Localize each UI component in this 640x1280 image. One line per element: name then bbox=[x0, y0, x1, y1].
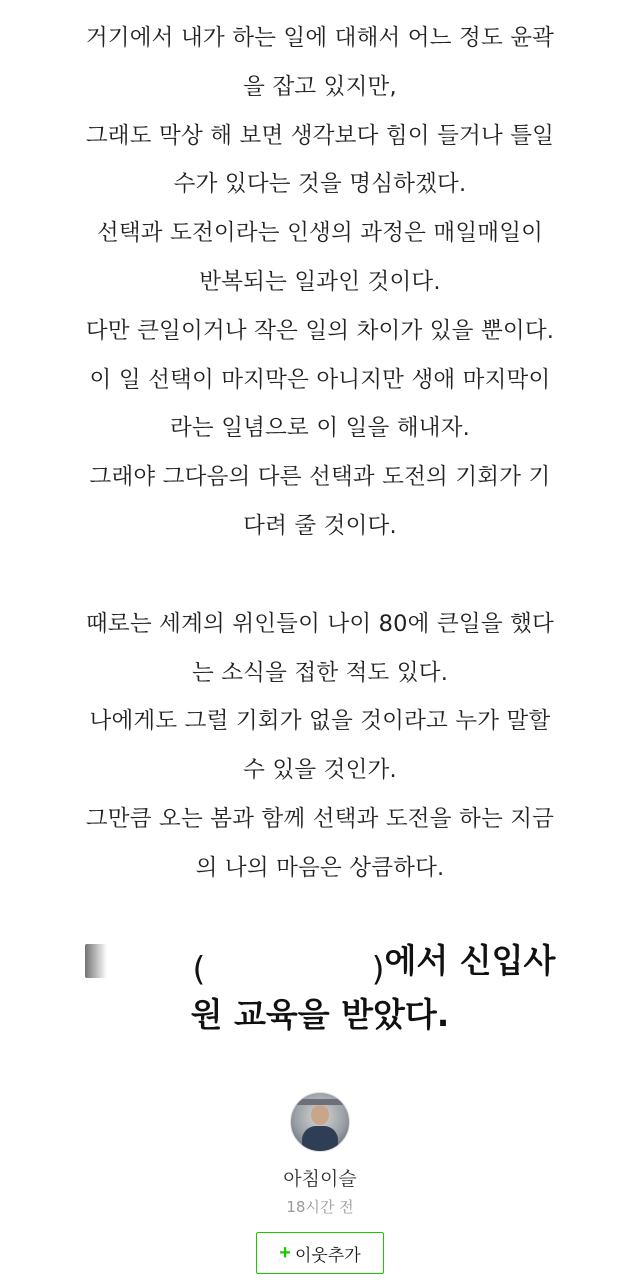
text-line: 라는 일념으로 이 일을 해내자. bbox=[170, 415, 470, 442]
article-body bbox=[0, 14, 640, 893]
plus-icon: + bbox=[279, 1242, 291, 1264]
redacted-text bbox=[85, 944, 385, 988]
close-paren: ) bbox=[371, 949, 385, 988]
text-line: 수가 있다는 것을 명심하겠다. bbox=[173, 171, 467, 198]
text-line: 다려 줄 것이다. bbox=[243, 512, 397, 539]
text-line: 거기에서 내가 하는 일에 대해서 어느 정도 윤곽 bbox=[85, 25, 555, 51]
heading-line-1 bbox=[0, 934, 640, 988]
text-line: 그래야 그다음의 다른 선택과 도전의 기회가 기 bbox=[89, 464, 551, 491]
add-neighbor-label: 이웃추가 bbox=[294, 1245, 361, 1265]
text-line: 나에게도 그럴 기회가 없을 것이라고 누가 말할 bbox=[89, 708, 551, 735]
text-line: 반복되는 일과인 것이다. bbox=[199, 268, 441, 295]
text-line: 이 일 선택이 마지막은 아니지만 생애 마지막이 bbox=[89, 366, 551, 393]
text-line: 수 있을 것인가. bbox=[243, 757, 397, 784]
text-line: 선택과 도전이라는 인생의 과정은 매일매일이 bbox=[96, 220, 544, 247]
add-neighbor-button[interactable] bbox=[256, 1232, 384, 1274]
text-line: 다만 큰일이거나 작은 일의 차이가 있을 뿐이다. bbox=[85, 317, 555, 344]
author-nickname[interactable]: 아침이슬 bbox=[283, 1168, 357, 1190]
open-paren: ( bbox=[192, 949, 206, 988]
author-profile bbox=[0, 1092, 640, 1274]
avatar[interactable] bbox=[290, 1092, 350, 1152]
heading-line-1-text: 에서 신입사 bbox=[384, 941, 556, 980]
avatar-shoulders bbox=[302, 1126, 338, 1152]
paragraph-1 bbox=[0, 14, 640, 551]
heading-line-2: 원 교육을 받았다. bbox=[190, 995, 450, 1034]
section-heading bbox=[0, 934, 640, 1042]
text-line: 의 나의 마음은 상큼하다. bbox=[195, 854, 445, 881]
paragraph-2 bbox=[0, 600, 640, 893]
text-line: 그래도 막상 해 보면 생각보다 힘이 들거나 틀일 bbox=[85, 122, 555, 149]
redaction-mark bbox=[85, 944, 107, 978]
avatar-face bbox=[311, 1105, 329, 1125]
text-line: 때로는 세계의 위인들이 나이 80에 큰일을 했다 bbox=[86, 610, 554, 637]
post-time: 18시간 전 bbox=[286, 1198, 354, 1216]
text-line: 는 소식을 접한 적도 있다. bbox=[191, 659, 449, 686]
paragraph-spacer bbox=[0, 551, 640, 600]
text-line: 그만큼 오는 봄과 함께 선택과 도전을 하는 지금 bbox=[85, 805, 555, 832]
text-line: 을 잡고 있지만, bbox=[243, 73, 397, 100]
